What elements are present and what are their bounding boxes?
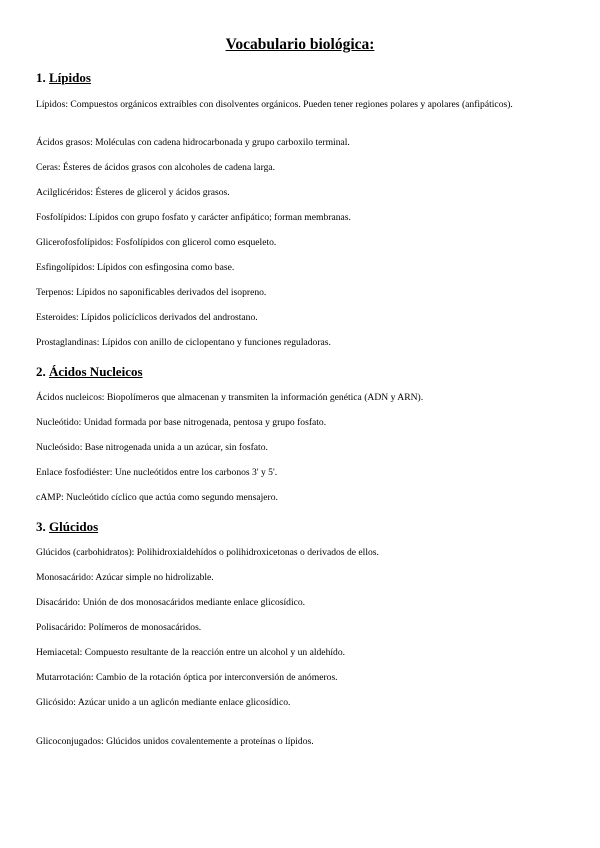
vocab-entry: Ácidos nucleicos: Biopolímeros que almacenan y transmiten la información genética (ADN y ARN).: [36, 392, 424, 403]
vocab-entry: Nucleósido: Base nitrogenada unida a un azúcar, sin fosfato.: [36, 442, 268, 453]
vocab-entry: Nucleótido: Unidad formada por base nitrogenada, pentosa y grupo fosfato.: [36, 417, 327, 428]
vocab-entry: Lípidos: Compuestos orgánicos extraíbles con disolventes orgánicos. Pueden tener regiones polares y apolares (anfipáticos).: [36, 99, 513, 110]
vocab-entry: Prostaglandinas: Lípidos con anillo de ciclopentano y funciones reguladoras.: [36, 337, 331, 348]
section-name: Glúcidos: [49, 519, 99, 534]
vocab-entry: Polisacárido: Polímeros de monosacáridos.: [36, 622, 202, 633]
section-number: 2.: [36, 364, 46, 379]
vocab-entry: Acilglicéridos: Ésteres de glicerol y ácidos grasos.: [36, 187, 230, 198]
section-number: 1.: [36, 70, 46, 85]
vocab-entry: Disacárido: Unión de dos monosacáridos mediante enlace glicosídico.: [36, 597, 306, 608]
vocab-entry: Enlace fosfodiéster: Une nucleótidos entre los carbonos 3' y 5'.: [36, 467, 278, 478]
vocab-entry: Esfingolípidos: Lípidos con esfingosina como base.: [36, 262, 235, 273]
vocab-entry: Glúcidos (carbohidratos): Polihidroxialdehídos o polihidroxicetonas o derivados de ellos.: [36, 547, 379, 558]
vocab-entry: Glicósido: Azúcar unido a un aglicón mediante enlace glicosídico.: [36, 697, 291, 708]
section-heading-lipidos: [36, 70, 91, 86]
section-name: Lípidos: [49, 70, 91, 85]
section-number: 3.: [36, 519, 46, 534]
section-heading-glucidos: [36, 519, 98, 535]
vocab-entry: Terpenos: Lípidos no saponificables derivados del isopreno.: [36, 287, 267, 298]
vocab-entry: Ácidos grasos: Moléculas con cadena hidrocarbonada y grupo carboxilo terminal.: [36, 137, 350, 148]
vocab-entry: cAMP: Nucleótido cíclico que actúa como segundo mensajero.: [36, 492, 278, 503]
vocab-entry: Hemiacetal: Compuesto resultante de la reacción entre un alcohol y un aldehído.: [36, 647, 346, 658]
vocab-entry: Esteroides: Lípidos policíclicos derivados del androstano.: [36, 312, 258, 323]
vocab-entry: Monosacárido: Azúcar simple no hidrolizable.: [36, 572, 214, 583]
section-name: Ácidos Nucleicos: [49, 364, 143, 379]
vocab-entry: Mutarrotación: Cambio de la rotación óptica por interconversión de anómeros.: [36, 672, 338, 683]
section-heading-acidos-nucleicos: [36, 364, 143, 380]
vocab-entry: Glicoconjugados: Glúcidos unidos covalentemente a proteínas o lípidos.: [36, 736, 314, 747]
page-title: Vocabulario biológica:: [225, 36, 375, 53]
vocab-entry: Ceras: Ésteres de ácidos grasos con alcoholes de cadena larga.: [36, 162, 276, 173]
vocab-entry: Fosfolípidos: Lípidos con grupo fosfato y carácter anfipático; forman membranas.: [36, 212, 351, 223]
vocab-entry: Glicerofosfolípidos: Fosfolípidos con glicerol como esqueleto.: [36, 237, 277, 248]
